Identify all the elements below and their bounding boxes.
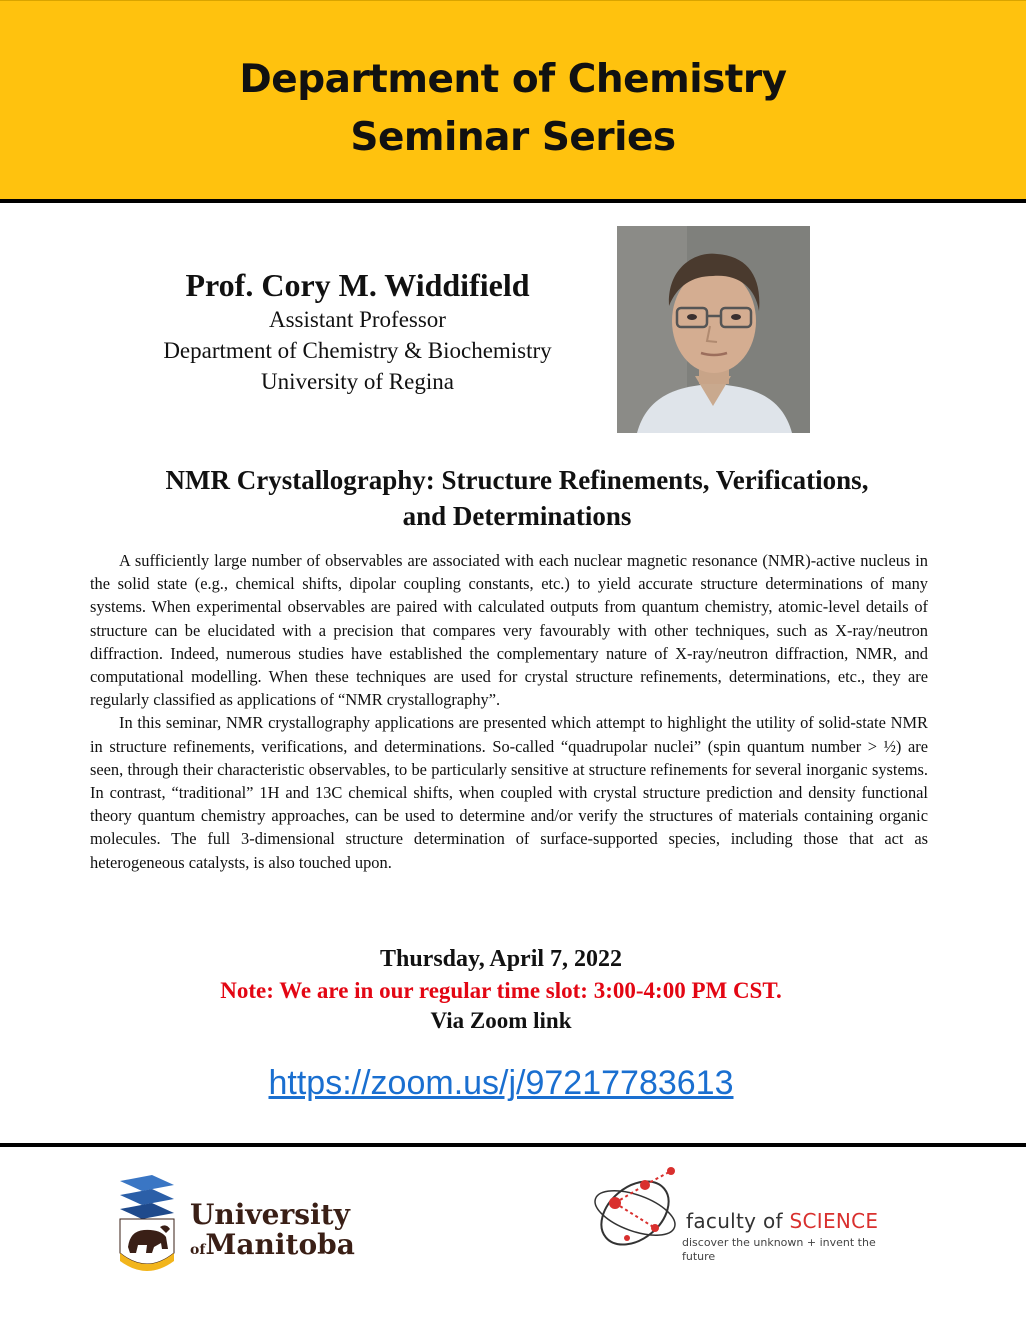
speaker-institution: University of Regina (261, 369, 454, 394)
via-zoom-label: Via Zoom link (430, 1008, 572, 1033)
speaker-name: Prof. Cory M. Widdifield (185, 267, 530, 303)
zoom-link[interactable]: https://zoom.us/j/97217783613 (268, 1064, 734, 1102)
page-title (0, 51, 1026, 167)
header-banner (0, 0, 1026, 199)
university-of-manitoba-logo (116, 1175, 355, 1280)
talk-title-line-1: NMR Crystallography: Structure Refinements, Verifications, (165, 465, 869, 495)
university-of-manitoba-bison-shield-icon (116, 1175, 182, 1280)
speaker-department: Department of Chemistry & Biochemistry (163, 338, 552, 363)
time-note: Note: We are in our regular time slot: 3:00-4:00 PM CST. (220, 978, 782, 1003)
um-wordmark (190, 1200, 355, 1265)
science-tagline: discover the unknown + invent the future (682, 1236, 876, 1263)
abstract (90, 549, 928, 874)
bottom-divider (0, 1143, 1026, 1147)
um-line-2: Manitoba (205, 1228, 355, 1261)
um-prefix: of (190, 1242, 206, 1258)
event-date: Thursday, April 7, 2022 (379, 946, 623, 972)
um-line-1: University (190, 1198, 350, 1231)
speaker-photo (617, 226, 810, 433)
top-divider (0, 199, 1026, 203)
abstract-paragraph-1: A sufficiently large number of observables are associated with each nuclear magnetic resonance (NMR)-active nucleus in the solid state (e.g., chemical shifts, dipolar coupling constants, etc.) to yield accurate structure determinations of many systems. When experimental observables are paired with calculated outputs from quantum chemistry, atomic-level details of structure can be elucidated with a precision that compares very favourably with other techniques, such as X-ray/neutron diffraction. Indeed, numerous studies have established the complementary nature of X-ray/neutron diffraction, NMR, and computational modelling. When these techniques are used for crystal structure refinements, determinations, etc., they are regularly classified as applications of “NMR crystallography”. (90, 551, 928, 710)
title-line-2: Seminar Series (350, 115, 676, 160)
title-line-1: Department of Chemistry (239, 57, 787, 102)
speaker-position: Assistant Professor (269, 307, 446, 332)
molecule-orbit-icon (585, 1163, 685, 1258)
faculty-of-science-logo (585, 1163, 905, 1263)
talk-title-line-2: and Determinations (402, 501, 632, 531)
abstract-paragraph-2: In this seminar, NMR crystallography applications are presented which attempt to highlight the utility of solid-state NMR in structure refinements, verifications, and determinations. So-called “quadrupolar nuclei” (spin quantum number > ½) are seen, through their characteristic observables, to be particularly sensitive at structure refinements for several inorganic systems. In contrast, “traditional” 1H and 13C chemical shifts, when coupled with crystal structure prediction and density functional theory quantum chemistry approaches, can be used to determine and/or verify the structures of materials containing organic molecules. The full 3-dimensional structure determination of surface-supported species, including those that act as heterogeneous catalysts, is also touched upon. (90, 713, 928, 872)
science-wordmark (686, 1208, 878, 1234)
speaker-info (130, 266, 585, 397)
science-name-prefix: faculty of (686, 1209, 790, 1233)
talk-title (90, 462, 944, 534)
science-name-highlight: SCIENCE (789, 1209, 879, 1233)
